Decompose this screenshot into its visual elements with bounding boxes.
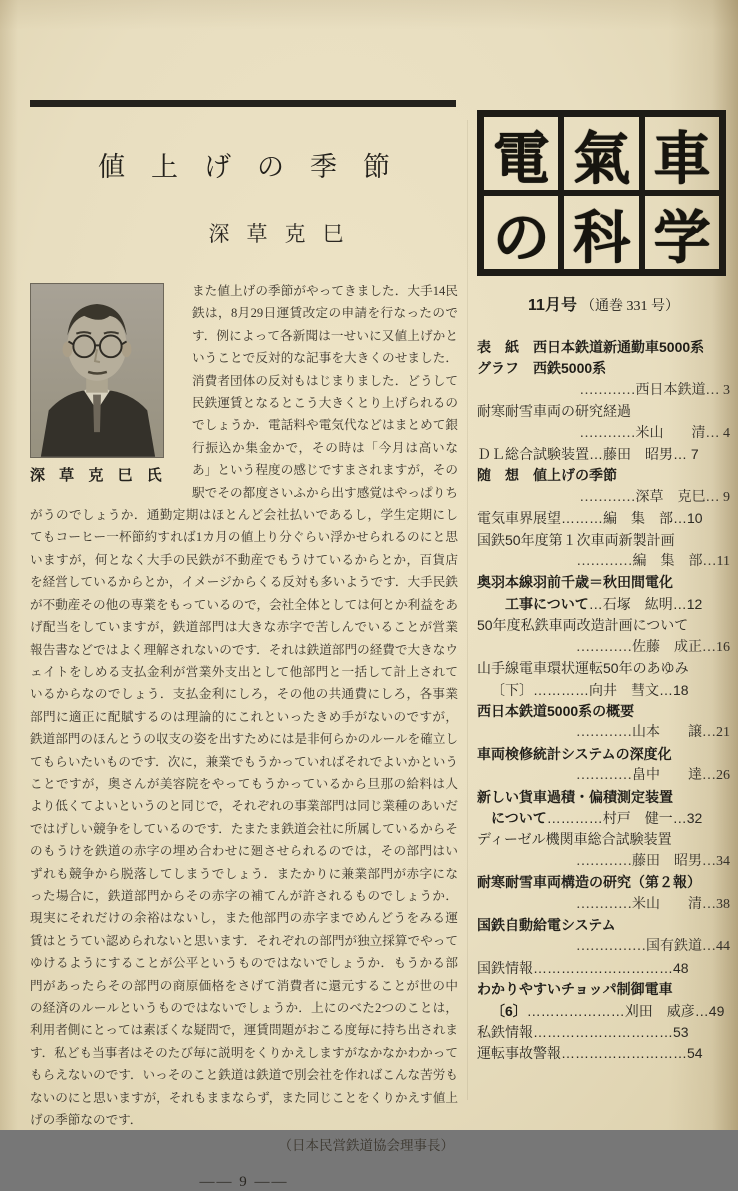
toc-line [477, 1043, 730, 1064]
toc-entry-detail: ＤＬ総合試験装置…藤田 昭男… 7 [477, 446, 699, 463]
toc-entry-title: 新しい貨車過積・偏積測定装置 [477, 788, 673, 805]
toc-entry-detail: …………深草 克巳… 9 [579, 489, 730, 505]
issue-month: 11月号 [528, 297, 577, 314]
toc-entry-detail: 山手線電車環状運転50年のあゆみ [477, 660, 689, 677]
toc-entry-title: について [491, 809, 547, 826]
toc-line [477, 894, 730, 915]
toc-line [477, 530, 730, 551]
issue-volume: （通巻 331 号） [580, 299, 679, 314]
toc-entry-title: 西日本鉄道5000系の概要 [477, 702, 635, 719]
toc-line [477, 808, 730, 829]
toc-entry-detail: 私鉄情報…………………………53 [477, 1024, 689, 1040]
essay-title: 値上げの季節 [98, 152, 416, 182]
toc-line [477, 979, 730, 1000]
toc-entry-detail: …………米山 清… 4 [579, 425, 730, 441]
divider-rule [30, 100, 456, 107]
toc-line [477, 594, 730, 615]
toc-entry-title: 〔6〕 [491, 1002, 527, 1019]
toc-entry-title: 国鉄自動給電システム [477, 916, 616, 933]
toc-line [477, 851, 730, 872]
essay-body-wrap [30, 280, 458, 1158]
toc-line [477, 680, 730, 701]
author-figure [30, 283, 166, 487]
issue-line [477, 292, 730, 315]
toc-entry-detail: …………米山 清…38 [576, 896, 730, 912]
toc-line [477, 337, 730, 358]
toc-entry-detail: 耐寒耐雪車両の研究経過 [477, 403, 631, 420]
logo-char-cell: の [481, 193, 561, 272]
toc-line [477, 936, 730, 957]
toc-line [477, 787, 730, 808]
toc-line [477, 465, 730, 486]
toc-entry-detail: ……………国有鉄道…44 [576, 939, 730, 955]
toc-line [477, 487, 730, 508]
toc-line [477, 615, 730, 636]
toc-line [477, 508, 730, 529]
toc-entry-title: わかりやすいチョッパ制御電車 [477, 981, 673, 998]
logo-char-cell: 学 [642, 193, 722, 272]
page-number: —— 9 —— [199, 1173, 289, 1190]
toc-entry-detail: …………村戸 健一…32 [546, 809, 703, 826]
toc-entry-title: 随 想 値上げの季節 [477, 467, 617, 484]
toc-line [477, 444, 730, 465]
toc-line [477, 401, 730, 422]
table-of-contents [477, 337, 730, 1065]
toc-entry-title: 工事について [505, 595, 589, 612]
toc-line [477, 701, 730, 722]
toc-column [477, 110, 730, 1065]
logo-char-cell: 電 [481, 114, 561, 193]
toc-entry-detail: …………山本 譲…21 [576, 725, 730, 741]
toc-entry-title: 表 紙 西日本鉄道新通勤車5000系 [477, 339, 705, 355]
toc-line [477, 658, 730, 679]
toc-entry-detail: …………編 集 部…11 [576, 554, 730, 570]
author-portrait-photo [30, 283, 164, 458]
toc-line [477, 551, 730, 572]
toc-line [477, 744, 730, 765]
toc-entry-detail: …石塚 紘明…12 [588, 595, 703, 612]
toc-entry-detail: 電気車界展望………編 集 部…10 [477, 510, 703, 527]
toc-line [477, 1001, 730, 1022]
toc-entry-detail: …………西日本鉄道… 3 [579, 382, 730, 398]
toc-entry-title: 奥羽本線羽前千歳＝秋田間電化 [477, 574, 673, 591]
toc-entry-detail: 運転事故警報………………………54 [477, 1045, 703, 1062]
logo-char-cell: 科 [561, 193, 641, 272]
logo-char-cell: 氣 [561, 114, 641, 193]
toc-line [477, 380, 730, 401]
toc-entry-detail: 国鉄50年度第１次車両新製計画 [477, 531, 675, 548]
essay-author: 深草克巳 [208, 222, 361, 246]
toc-line [477, 423, 730, 444]
toc-entry-detail: …………佐藤 成正…16 [576, 639, 730, 655]
toc-entry-detail: ディーゼル機関車総合試験装置 [477, 831, 672, 848]
toc-line [477, 765, 730, 786]
toc-line [477, 829, 730, 850]
toc-line [477, 872, 730, 893]
magazine-logo [477, 110, 726, 276]
toc-entry-detail: 50年度私鉄車両改造計画について [477, 617, 689, 634]
toc-entry-title: グラフ 西鉄5000系 [477, 360, 607, 377]
essay-column [30, 100, 458, 1191]
essay-body-text: また値上げの季節がやってきました．大手14民鉄は，8月29日運賃改定の申請を行なったのです．例によって各新聞は一せいに又値上げかということで反対的な記事を大きくのせました．消費者団体の反対もはじまりました．どうして民鉄運賃となるとこう大きくとり上げられるのでしょうか．電話料や電気代などはまとめて銀行振込か集金かで，その時は「今月は高いなあ」という程度の感じですまされますが，その駅でその都度さいふから出す感覚はやっぱりちがうのでしょうか．通勤定期はほとんど会社払いであるし，学生定期にしてもコーヒー一杯節約すれば1カ月の値上り分ぐらい浮かせられるのにと思いますが，何となく大手の民鉄が不動産でもうけているからとか，百貨店を経営しているからとか，イメージからくる反対も多いようです．大手民鉄が不動産その他の専業をもっているので，会社全体としては何とか利益をあげ配当をしていますが，鉄道部門は大きな赤字で苦しんでいることが営業報告書などではよく理解されないのです．それは鉄道部門の経費で大きなウェイトをしめる支払金利が営業外支出として他部門と一括して計上されているからなのでしょう．支払金利にしろ，その他の共通費にしろ，各事業部門に適正に配賦するのは理論的にこれといったきめ手がないのですが，鉄道部門のほんとうの収支の姿を出すためには是非何らかのルールを確立してもらいたいものです．次に，兼業でもうかっていればそれでよいかということですが，奥さんが美容院をやってもうかっているから旦那の給料は人より低くてよいというのと同じで，それぞれの事業部門は同じ業種のあいだではげしい競争をしているのです．たまたま鉄道会社に所属しているからそのもうけを鉄道の赤字の埋め合わせに廻させられるのでは，その部門はいずれも競争から脱落してしまうでしょう．またかりに兼業部門が赤字になった場合に，鉄道部門からその赤字の補てんが許されるものでしょうか．現実にそれだけの余裕はないし，また他部門の赤字までめんどうをみる運賃はとうてい認められないと思います．それぞれの部門が独立採算でやってゆけるようにすることが公平というものではないでしょうか．もうかる部門があったらその部門の商原価格をさげて消費者に還元することが世の中の経済のルールというものではないでしょうか．上にのべた2つのことは，利用者側にとっては素ぼくな疑問で，運賃問題がおこる度毎に持ち出されます．私ども当事者はそのたび毎に説明をくりかえしますがなかなかわかってもらえないのです．いっそのこと鉄道は鉄道で別会社を作ればこんな苦労もないのにと思いますが，それもままならず，また同じことをくりかえす値上げの季節なのです． [30, 284, 458, 1128]
toc-entry-detail: …………………刈田 威彦…49 [526, 1002, 725, 1019]
toc-entry-title: 車両検修統計システムの深度化 [477, 745, 672, 762]
toc-line [477, 358, 730, 379]
toc-entry-detail: …………藤田 昭男…34 [576, 853, 730, 869]
toc-line [477, 915, 730, 936]
toc-line [477, 637, 730, 658]
toc-line [477, 572, 730, 593]
toc-line [477, 958, 730, 979]
toc-entry-title: 耐寒耐雪車両構造の研究（第２報） [477, 874, 701, 891]
logo-char-cell: 車 [642, 114, 722, 193]
toc-entry-detail: …………畠中 達…26 [576, 768, 730, 784]
toc-entry-detail: 〔下〕…………向井 彗文…18 [491, 681, 689, 698]
toc-line [477, 1022, 730, 1043]
toc-entry-detail: 国鉄情報…………………………48 [477, 959, 689, 976]
page-fold-line [467, 120, 468, 1100]
toc-line [477, 722, 730, 743]
author-attribution: （日本民営鉄道協会理事長） [278, 1138, 454, 1154]
photo-caption: 深 草 克 巳 氏 [30, 467, 167, 484]
